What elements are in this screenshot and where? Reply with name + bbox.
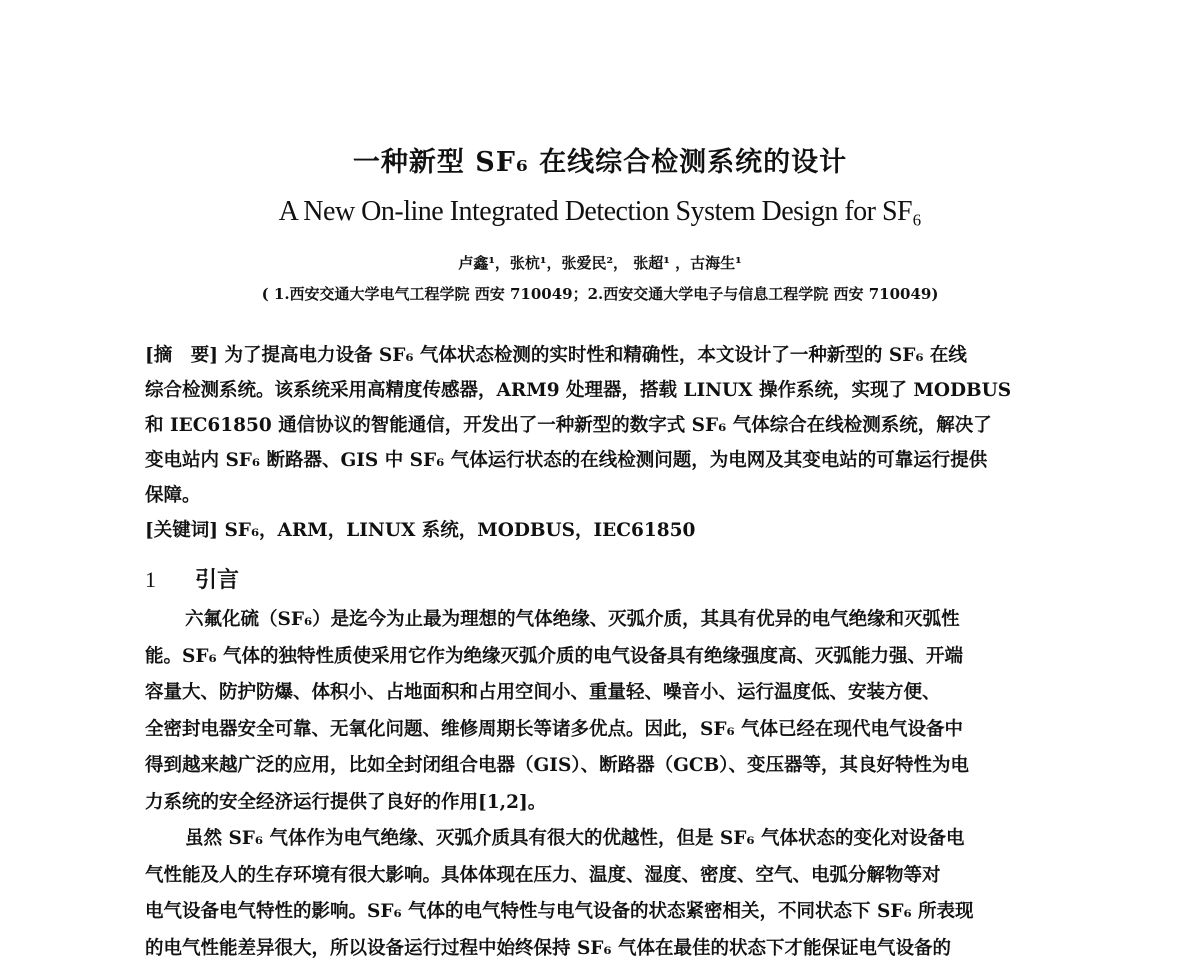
body-line: 的电气性能差异很大，所以设备运行过程中始终保持 SF₆ 气体在最佳的状态下才能保证电气设备的: [145, 931, 1060, 967]
body-line: 气性能及人的生存环境有很大影响。具体体现在压力、温度、湿度、密度、空气、电弧分解物等对: [145, 858, 1060, 895]
body-line: 容量大、防护防爆、体积小、占地面积和占用空间小、重量轻、噪音小、运行温度低、安装方便、: [145, 675, 1060, 712]
author-affiliation: ( 1.西安交通大学电气工程学院 西安 710049；2.西安交通大学电子与信息工程学院 西安 710049): [0, 283, 1200, 304]
abstract-line: 和 IEC61850 通信协议的智能通信，开发出了一种新型的数字式 SF₆ 气体综合在线检测系统，解决了: [145, 408, 1060, 443]
abstract: [145, 338, 1060, 513]
body-line: 全密封电器安全可靠、无氧化问题、维修周期长等诸多优点。因此，SF₆ 气体已经在现代电气设备中: [145, 712, 1060, 749]
abstract-line: 保障。: [145, 478, 1060, 513]
body-line: 电气设备电气特性的影响。SF₆ 气体的电气特性与电气设备的状态紧密相关，不同状态下 SF₆ 所表现: [145, 894, 1060, 931]
author-list: 卢鑫¹，张杭¹，张爱民²， 张超¹ ，古海生¹: [0, 252, 1200, 273]
paper-title-chinese: 一种新型 SF₆ 在线综合检测系统的设计: [0, 140, 1200, 179]
body-line: 六氟化硫（SF₆）是迄今为止最为理想的气体绝缘、灭弧介质，其具有优异的电气绝缘和灭弧性: [145, 602, 1060, 639]
abstract-line: [摘 要] 为了提高电力设备 SF₆ 气体状态检测的实时性和精确性，本文设计了一种新型的 SF₆ 在线: [145, 338, 1060, 373]
body-line: 力系统的安全经济运行提供了良好的作用[1,2]。: [145, 785, 1060, 822]
section-body: [145, 602, 1060, 967]
body-line: 得到越来越广泛的应用，比如全封闭组合电器（GIS）、断路器（GCB）、变压器等，其良好特性为电: [145, 748, 1060, 785]
section-heading: [145, 563, 239, 594]
section-number: 1: [145, 567, 195, 593]
body-line: 虽然 SF₆ 气体作为电气绝缘、灭弧介质具有很大的优越性，但是 SF₆ 气体状态的变化对设备电: [145, 821, 1060, 858]
body-line: 能。SF₆ 气体的独特性质使采用它作为绝缘灭弧介质的电气设备具有绝缘强度高、灭弧能力强、开端: [145, 639, 1060, 676]
paper-title-english: A New On-line Integrated Detection System Design for SF₆: [0, 196, 1200, 228]
keywords: [关键词] SF₆，ARM，LINUX 系统，MODBUS，IEC61850: [145, 513, 695, 548]
abstract-line: 变电站内 SF₆ 断路器、GIS 中 SF₆ 气体运行状态的在线检测问题，为电网及其变电站的可靠运行提供: [145, 443, 1060, 478]
abstract-line: 综合检测系统。该系统采用高精度传感器，ARM9 处理器，搭载 LINUX 操作系统，实现了 MODBUS: [145, 373, 1060, 408]
section-title: 引言: [195, 568, 239, 593]
